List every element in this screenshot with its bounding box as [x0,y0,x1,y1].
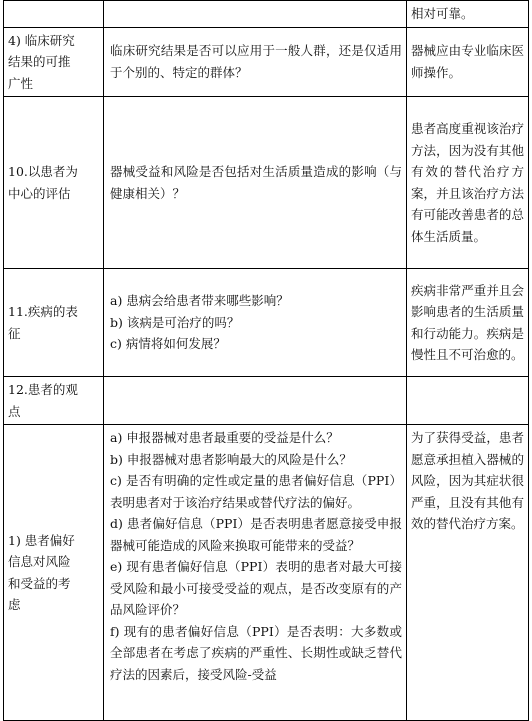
row-note: 疾病非常严重并且会影响患者的生活质量和行动能力。疾病是慢性且不可治愈的。 [407,269,529,377]
row-note: 为了获得受益，患者愿意承担植入器械的风险，因为其症状很严重，且没有其他有效的替代治疗方案。 [407,425,529,721]
list-item: a) 申报器械对患者最重要的受益是什么？ [110,430,339,445]
list-item: c) 是否有明确的定性或定量的患者偏好信息（PPI）表明患者对于该治疗结果或替代疗法的偏好。 [110,473,402,510]
table-row [4,27,529,97]
evaluation-table [3,0,529,721]
table-row [4,425,529,721]
list-item: a) 患病会给患者带来哪些影响？ [110,293,289,309]
row-label: 1) 患者偏好 信息对风险 和受益的考 虑 [4,425,104,721]
row-label [4,1,104,28]
row-content [104,1,407,28]
row-note: 器械应由专业临床医师操作。 [407,27,529,97]
table-row [4,377,529,425]
row-content [104,269,407,377]
row-label: 12.患者的观 点 [4,377,104,425]
list-item: b) 申报器械对患者影响最大的风险是什么？ [110,451,352,467]
row-content [104,377,407,425]
table-row [4,269,529,377]
row-label: 11.疾病的表 征 [4,269,104,377]
list-item: b) 该病是可治疗的吗？ [110,314,240,330]
list-item: c) 病情将如何发展？ [110,336,226,352]
row-label: 4) 临床研究 结果的可推 广性 [4,27,104,97]
table-row [4,97,529,269]
row-label: 10.以患者为 中心的评估 [4,97,104,269]
table-row [4,1,529,28]
row-content [104,425,407,721]
list-item: d) 患者偏好信息（PPI）是否表明患者愿意接受申报器械可能造成的风险来换取可能带来的受益？ [110,516,402,553]
row-note: 患者高度重视该治疗方法，因为没有其他有效的替代治疗方案，并且该治疗方法有可能改善患者的总体生活质量。 [407,97,529,269]
row-note: 相对可靠。 [407,1,529,28]
list-item: f) 现有的患者偏好信息（PPI）是否表明：大多数或全部患者在考虑了疾病的严重性、长期性或缺乏替代疗法的因素后，接受风险-受益 [110,623,402,682]
row-note [407,377,529,425]
row-content: 器械受益和风险是否包括对生活质量造成的影响（与健康相关）？ [104,97,407,269]
row-content: 临床研究结果是否可以应用于一般人群，还是仅适用于个别的、特定的群体？ [104,27,407,97]
list-item: e) 现有患者偏好信息（PPI）表明的患者对最大可接受风险和最小可接受受益的观点，是否改变原有的产品风险评价？ [110,559,402,617]
